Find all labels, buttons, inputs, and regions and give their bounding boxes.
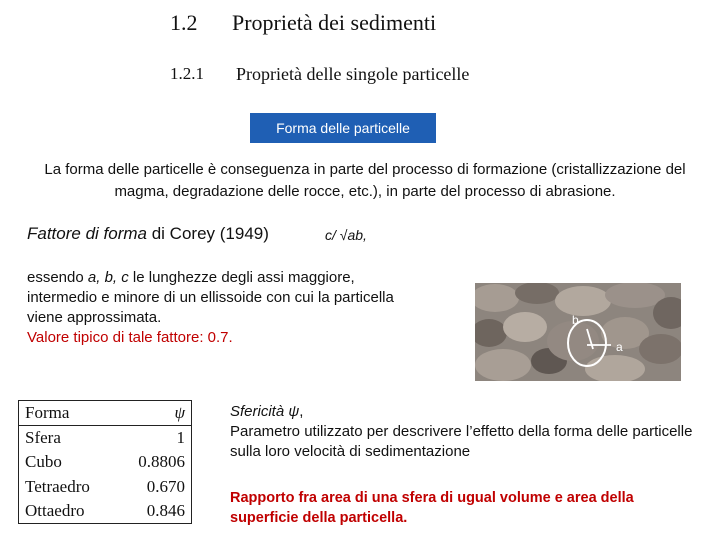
table-row	[19, 450, 191, 474]
table-cell: Cubo	[25, 452, 62, 472]
corey-formula: c/ √ab,	[325, 227, 367, 243]
sphericity-title: Sfericità ψ	[230, 403, 300, 420]
table-cell: Sfera	[25, 428, 61, 448]
sphericity-table	[18, 400, 192, 524]
table-header-row	[19, 401, 191, 426]
intro-paragraph: La forma delle particelle è conseguenza in parte del processo di formazione (cristallizzazione del magma, degradazione delle rocce, etc.), in parte del processo di abrasione.	[44, 161, 686, 200]
sphericity-definition: Rapporto fra area di una sfera di ugual volume e area della superficie della particella.	[230, 490, 634, 526]
topic-badge: Forma delle particelle	[250, 113, 436, 143]
table-header-cell: ψ	[117, 401, 192, 426]
axis-a-label: a	[616, 340, 623, 354]
definition-prefix: essendo	[27, 269, 88, 286]
pebbles-illustration	[475, 283, 681, 381]
table-cell: 1	[176, 428, 185, 448]
table-cell: 0.670	[146, 476, 185, 496]
definition-vars: a, b, c	[87, 269, 129, 286]
sphericity-text: Parametro utilizzato per descrivere l’effetto della forma delle particelle sulla loro velocità di sedimentazione	[230, 423, 693, 460]
table-cell: 0.8806	[138, 452, 185, 472]
table-row	[19, 475, 191, 499]
table-row	[19, 426, 191, 451]
corey-factor-heading	[27, 224, 269, 244]
section-title: Proprietà dei sedimenti	[232, 10, 437, 35]
corey-italic: Fattore di forma	[27, 224, 147, 243]
definition-paragraph	[27, 268, 407, 348]
axis-b-label: b	[572, 313, 579, 327]
table-header-cell: Forma	[19, 401, 117, 426]
corey-rest: di Corey (1949)	[147, 224, 269, 243]
definition-text: le lunghezze degli assi maggiore, intermedio e minore di un ellissoide con cui la particella viene approssimata.	[27, 269, 394, 326]
typical-value: Valore tipico di tale fattore: 0.7.	[27, 329, 233, 346]
table-row	[19, 499, 191, 523]
subsection-title: Proprietà delle singole particelle	[236, 64, 470, 84]
sphericity-title-tail: ,	[299, 403, 304, 420]
pebbles-photo	[475, 283, 681, 381]
table-cell: 0.846	[146, 500, 185, 520]
section-number: 1.2	[170, 10, 198, 35]
table-cell: Tetraedro	[25, 476, 90, 496]
table-cell: Ottaedro	[25, 500, 85, 520]
sphericity-description	[230, 402, 700, 462]
subsection-number: 1.2.1	[170, 64, 204, 83]
